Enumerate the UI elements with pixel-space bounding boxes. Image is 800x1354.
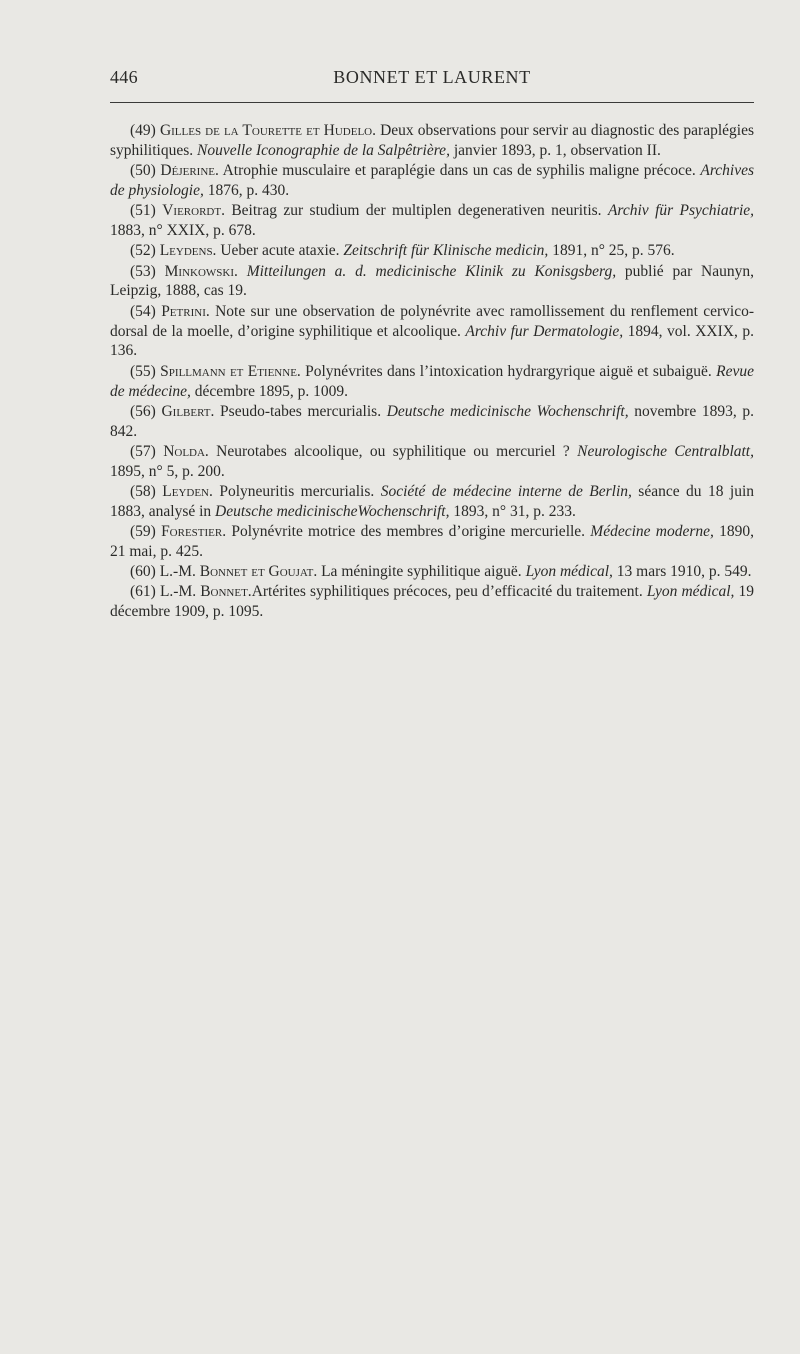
reference-number: (49) xyxy=(130,122,156,139)
reference-authors: Déjerine. xyxy=(160,162,219,180)
reference-entry xyxy=(110,241,754,261)
page-number: 446 xyxy=(110,67,138,87)
reference-journal: Lyon médical, xyxy=(646,583,735,601)
reference-title: Polynévrites dans l’intoxication hydrargyrique aiguë et subaiguë. xyxy=(300,362,717,380)
reference-journal: Zeitschrift für Klinische medicin, xyxy=(343,242,549,260)
reference-entry xyxy=(110,402,754,442)
reference-details: 1876, p. 430. xyxy=(203,182,290,200)
reference-authors: Petrini. xyxy=(161,302,210,320)
reference-entry xyxy=(110,482,754,522)
reference-title: Beitrag zur studium der multiplen degenerativen neuritis. xyxy=(224,202,608,220)
reference-title xyxy=(238,263,247,280)
reference-authors: Spillmann et Etienne. xyxy=(160,362,301,380)
reference-entry xyxy=(110,201,754,241)
reference-entry xyxy=(110,562,754,582)
reference-authors: L.-M. Bonnet. xyxy=(159,583,252,601)
reference-number: (61) xyxy=(130,583,156,601)
reference-number: (53) xyxy=(130,262,156,280)
reference-title: Polynévrite motrice des membres d’origine mercurielle. xyxy=(226,523,591,541)
reference-journal-secondary: Deutsche medicinischeWochenschrift, xyxy=(215,502,450,520)
reference-number: (58) xyxy=(130,482,156,500)
reference-journal: Médecine moderne, xyxy=(590,523,714,541)
reference-journal: Société de médecine interne de Berlin, xyxy=(380,482,632,500)
reference-journal: Archives de physiologie, xyxy=(110,162,755,200)
reference-title: Polyneuritis mercurialis. xyxy=(212,482,381,500)
reference-details: 1895, n° 5, p. 200. xyxy=(110,462,225,480)
reference-title: Artérites syphilitiques précoces, peu d’efficacité du traitement. xyxy=(251,583,647,601)
reference-title: La méningite syphilitique aiguë. xyxy=(317,563,526,581)
reference-number: (51) xyxy=(130,202,156,220)
reference-journal: Archiv fur Dermatologie, xyxy=(465,322,624,340)
reference-details-secondary: 1893, n° 31, p. 233. xyxy=(449,502,576,520)
reference-details: 1890, 21 mai, p. 425. xyxy=(110,523,754,560)
reference-entry xyxy=(110,442,754,482)
reference-details: décembre 1895, p. 1009. xyxy=(190,382,349,400)
reference-journal: Revue de médecine, xyxy=(110,362,754,400)
reference-authors: Forestier. xyxy=(161,523,227,541)
reference-number: (60) xyxy=(130,563,156,581)
reference-authors: Gilles de la Tourette et Hudelo. xyxy=(159,122,376,139)
reference-journal: Lyon médical, xyxy=(525,563,613,581)
reference-number: (57) xyxy=(130,442,156,460)
reference-details: janvier 1893, p. 1, observation II. xyxy=(449,141,661,159)
reference-entry xyxy=(110,262,754,302)
reference-title: Neurotabes alcoolique, ou syphilitique ou mercuriel ? xyxy=(208,442,578,460)
header-rule xyxy=(110,102,754,103)
reference-number: (55) xyxy=(130,362,156,380)
reference-journal: Mitteilungen a. d. medicinische Klinik zu Konisgsberg, xyxy=(246,262,617,280)
reference-details: novembre 1893, p. 842. xyxy=(110,402,755,440)
reference-authors: Vierordt. xyxy=(162,202,225,220)
reference-authors: L.-M. Bonnet et Goujat. xyxy=(159,563,318,581)
reference-details: 19 décembre 1909, p. 1095. xyxy=(110,583,755,621)
reference-title: Deux observations pour servir au diagnostic des paraplégies syphilitiques. xyxy=(110,122,755,159)
reference-details: 1891, n° 25, p. 576. xyxy=(548,242,675,260)
reference-authors: Leydens. xyxy=(159,242,217,260)
reference-number: (52) xyxy=(130,242,156,260)
reference-entry xyxy=(110,582,754,622)
reference-number: (56) xyxy=(130,402,156,420)
running-title: BONNET ET LAURENT xyxy=(333,67,531,87)
reference-title: Pseudo-tabes mercurialis. xyxy=(214,402,387,420)
reference-journal: Nouvelle Iconographie de la Salpêtrière, xyxy=(196,141,450,159)
reference-authors: Gilbert. xyxy=(161,402,215,420)
page-header xyxy=(110,67,754,91)
reference-authors: Minkowski. xyxy=(164,262,238,280)
reference-details: 1894, vol. XXIX, p. 136. xyxy=(110,322,754,360)
reference-authors: Nolda. xyxy=(163,442,209,460)
reference-number: (54) xyxy=(130,302,156,320)
reference-details: 1883, n° XXIX, p. 678. xyxy=(110,222,256,240)
reference-entry xyxy=(110,161,754,201)
reference-journal: Archiv für Psychiatrie, xyxy=(607,202,755,220)
reference-details: 13 mars 1910, p. 549. xyxy=(612,563,752,581)
reference-authors: Leyden. xyxy=(162,482,213,500)
reference-title: Atrophie musculaire et paraplégie dans un cas de syphilis maligne précoce. xyxy=(218,162,701,180)
reference-journal: Deutsche medicinische Wochenschrift, xyxy=(386,402,629,420)
reference-details: séance du 18 juin 1883, analysé in xyxy=(110,482,754,520)
reference-entry xyxy=(110,522,754,562)
reference-journal: Neurologische Centralblatt, xyxy=(577,442,754,460)
reference-list xyxy=(110,121,754,623)
reference-title: Ueber acute ataxie. xyxy=(216,242,344,260)
reference-entry xyxy=(110,302,754,362)
reference-details: publié par Naunyn, Leipzig, 1888, cas 19. xyxy=(110,262,754,300)
reference-number: (50) xyxy=(130,162,156,180)
reference-title: Note sur une observation de polynévrite avec ramollissement du renflement cervico-dorsal de la moelle, d’origine syphilitique et alcoolique. xyxy=(110,302,755,340)
reference-number: (59) xyxy=(130,523,156,541)
reference-entry xyxy=(110,362,754,402)
reference-entry xyxy=(110,121,754,161)
